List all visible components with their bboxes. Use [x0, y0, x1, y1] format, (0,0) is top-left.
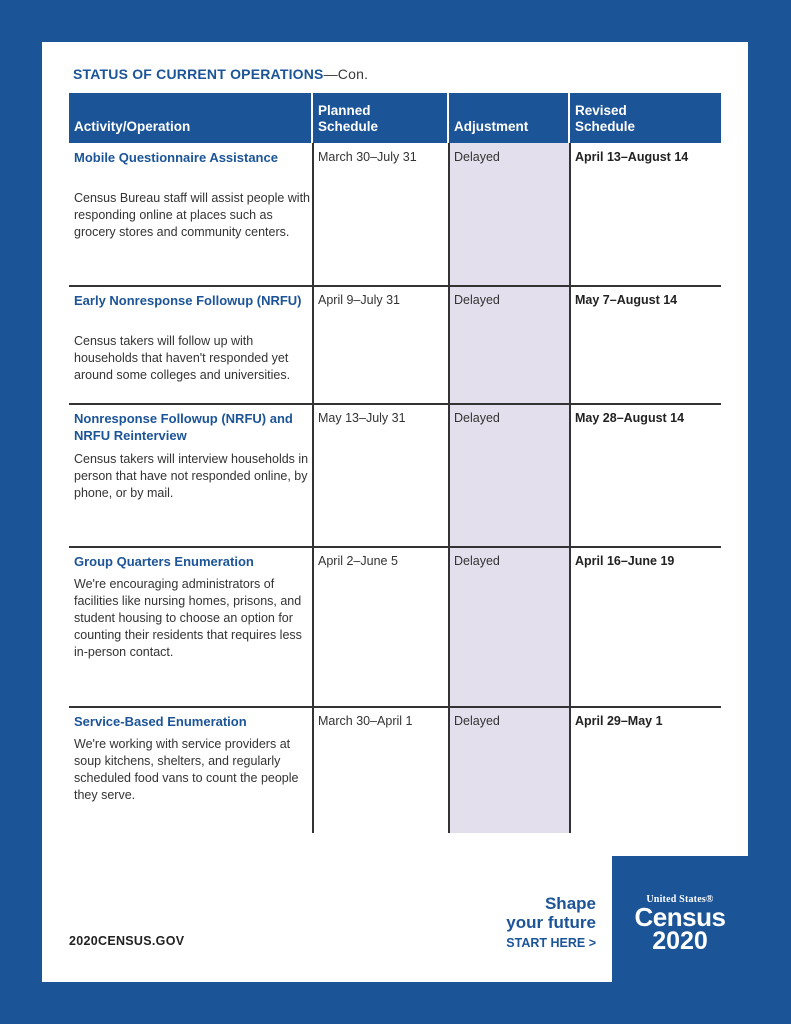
- header-divider: [568, 93, 570, 143]
- activity-description: Census takers will follow up with households that haven't responded yet around some colleges and universities.: [74, 334, 291, 382]
- header-divider: [447, 93, 449, 143]
- table-row: [69, 547, 721, 707]
- revised-schedule: May 28–August 14: [575, 411, 685, 425]
- adjustment-status: Delayed: [454, 411, 500, 425]
- footer-website-link[interactable]: 2020CENSUS.GOV: [69, 934, 185, 948]
- planned-schedule: April 2–June 5: [318, 554, 398, 568]
- section-heading: [73, 66, 368, 82]
- activity-description: We're encouraging administrators of facilities like nursing homes, prisons, and student housing to choose an option for counting their residents that requires less in-person contact.: [74, 577, 302, 659]
- planned-schedule: March 30–April 1: [318, 714, 413, 728]
- activity-title: Early Nonresponse Followup (NRFU): [74, 293, 302, 308]
- adjustment-status: Delayed: [454, 293, 500, 307]
- col-header-revised-line2: Schedule: [575, 119, 636, 134]
- planned-schedule: May 13–July 31: [318, 411, 406, 425]
- logo-united-states: United States®: [646, 894, 714, 905]
- census-2020-logo: [612, 856, 748, 982]
- table-row: [69, 286, 721, 404]
- col-header-activity: Activity/Operation: [74, 119, 191, 134]
- activity-description: Census Bureau staff will assist people with responding online at places such as grocery stores and community centers.: [74, 191, 310, 239]
- col-header-revised-line1: Revised: [575, 103, 627, 118]
- adjustment-status: Delayed: [454, 554, 500, 568]
- planned-schedule: March 30–July 31: [318, 150, 417, 164]
- table-row: [69, 143, 721, 286]
- revised-schedule: May 7–August 14: [575, 293, 678, 307]
- heading-suffix: —Con.: [323, 66, 369, 82]
- col-header-adjustment: Adjustment: [454, 119, 529, 134]
- col-header-planned: [318, 103, 378, 135]
- adjustment-status: Delayed: [454, 714, 500, 728]
- activity-title: Nonresponse Followup (NRFU) and NRFU Reinterview: [74, 411, 293, 443]
- adjustment-status: Delayed: [454, 150, 500, 164]
- heading-title: STATUS OF CURRENT OPERATIONS: [73, 66, 324, 82]
- header-divider: [311, 93, 313, 143]
- col-header-planned-line2: Schedule: [318, 119, 379, 134]
- table-body: [69, 143, 721, 833]
- activity-title: Service-Based Enumeration: [74, 714, 247, 729]
- slogan-line1: Shape: [544, 894, 596, 913]
- logo-year: 2020: [652, 927, 708, 955]
- revised-schedule: April 29–May 1: [575, 714, 663, 728]
- planned-schedule: April 9–July 31: [318, 293, 400, 307]
- revised-schedule: April 16–June 19: [575, 554, 675, 568]
- document-page: [42, 42, 748, 982]
- table-row: [69, 707, 721, 833]
- logo-census: Census: [634, 902, 726, 932]
- revised-schedule: April 13–August 14: [575, 150, 689, 164]
- slogan-line2: your future: [506, 913, 596, 932]
- activity-description: We're working with service providers at soup kitchens, shelters, and regularly scheduled food vans to count the people they serve.: [74, 737, 299, 802]
- table-header: [69, 93, 721, 143]
- col-header-revised: [575, 103, 635, 135]
- table-row: [69, 404, 721, 547]
- col-header-planned-line1: Planned: [318, 103, 371, 118]
- activity-description: Census takers will interview households in person that have not responded online, by phone, or by mail.: [74, 452, 309, 500]
- activity-title: Group Quarters Enumeration: [74, 554, 254, 569]
- slogan: [506, 894, 596, 952]
- activity-title: Mobile Questionnaire Assistance: [74, 150, 278, 165]
- slogan-start-here: START HERE >: [506, 936, 596, 950]
